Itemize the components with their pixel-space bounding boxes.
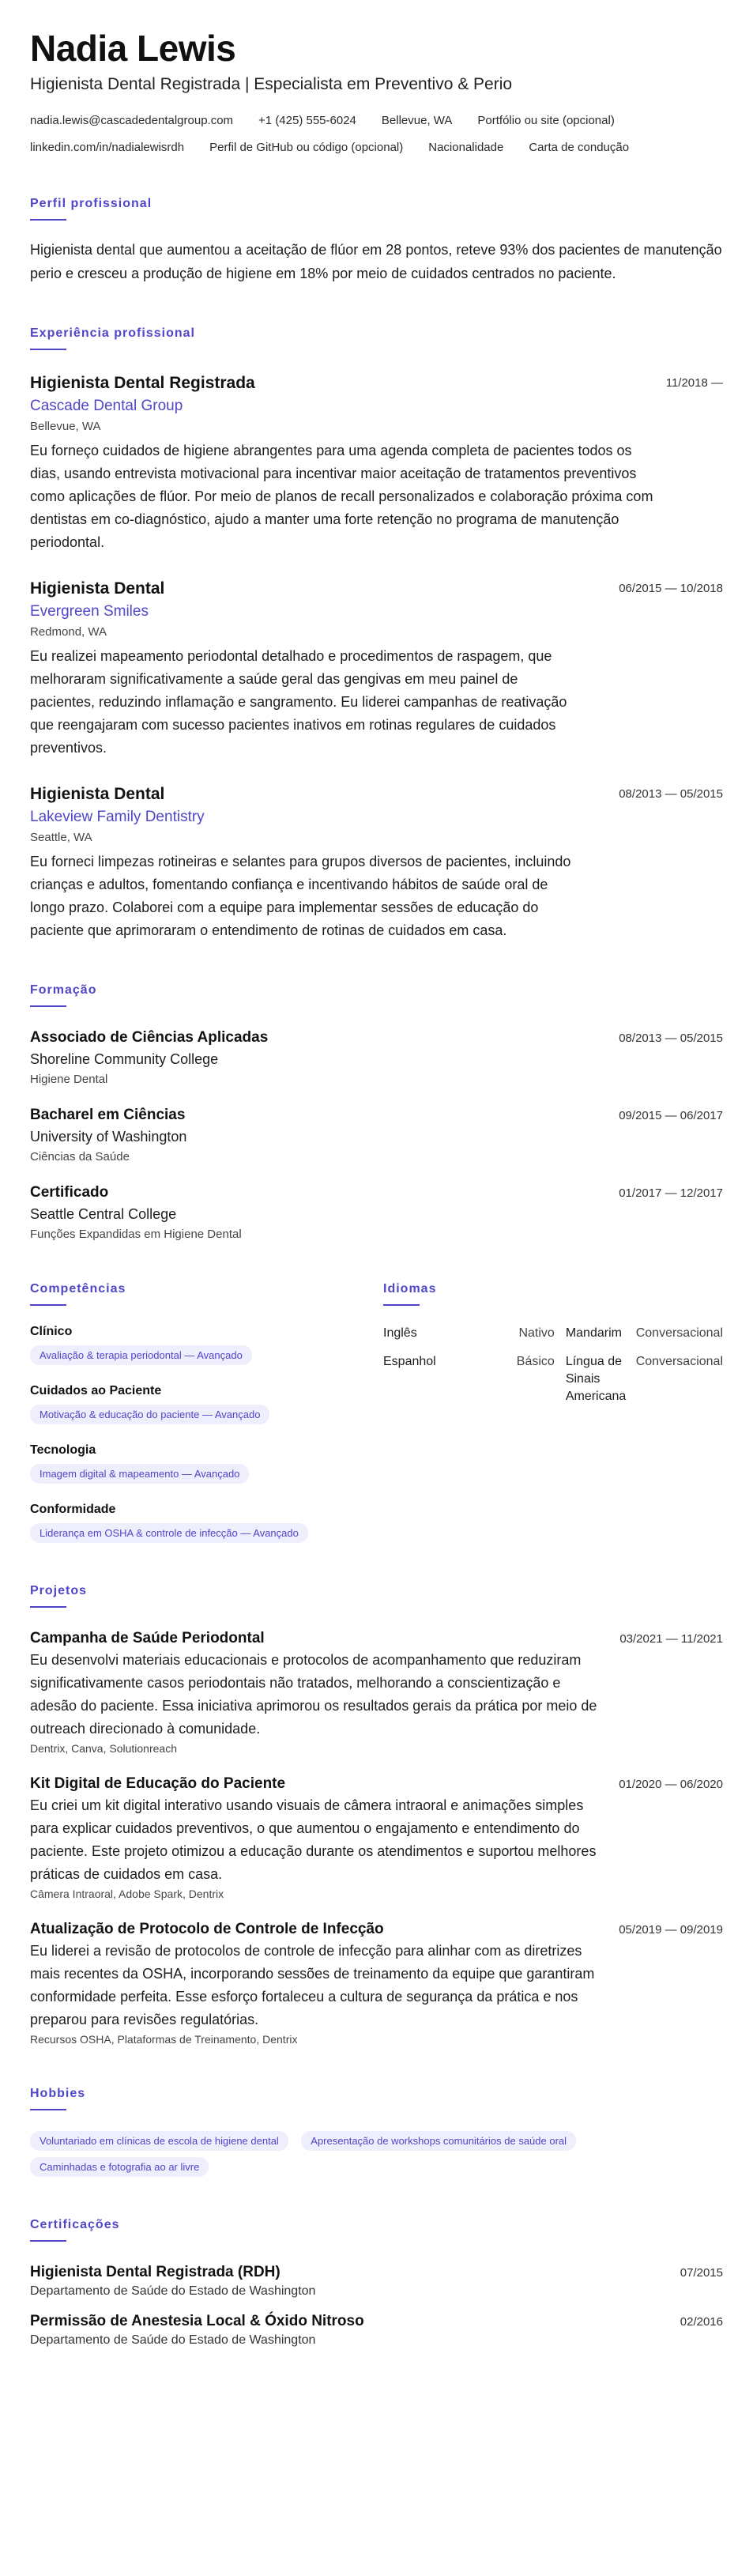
skill-chip: Avaliação & terapia periodontal — Avançado — [30, 1345, 252, 1365]
skill-chip: Motivação & educação do paciente — Avançado — [30, 1405, 269, 1424]
edu-dates: 09/2015 — 06/2017 — [619, 1108, 723, 1122]
resume-header — [30, 28, 723, 156]
edu-field: Funções Expandidas em Higiene Dental — [30, 1227, 242, 1241]
section-divider — [30, 1304, 66, 1306]
cert-date: 02/2016 — [680, 2314, 723, 2329]
project-tech: Dentrix, Canva, Solutionreach — [30, 1741, 177, 1755]
certification-item — [30, 2313, 723, 2348]
job-title: Higienista Dental — [30, 784, 165, 803]
hobby-chip: Apresentação de workshops comunitários de saúde oral — [301, 2131, 576, 2151]
certifications-section — [30, 2218, 723, 2348]
project-description: Eu criei um kit digital interativo usando visuais de câmera intraoral e animações simples para explicar cuidados preventivos, o que aumentou o engajamento e entendimento do paciente. Este projeto otimizou a educação durante os atendimentos e suportou melhores práticas de cuidados em casa. — [30, 1797, 597, 1882]
section-title: Certificações — [30, 2217, 120, 2231]
cert-date: 07/2015 — [680, 2265, 723, 2280]
section-title: Idiomas — [383, 1281, 437, 1296]
section-divider — [30, 2109, 66, 2110]
skill-category: Cuidados ao Paciente — [30, 1383, 162, 1397]
job-location: Redmond, WA — [30, 624, 107, 639]
language-level: Básico — [516, 1354, 555, 1368]
edu-dates: 08/2013 — 05/2015 — [619, 1031, 723, 1045]
language-level: Conversacional — [635, 1354, 723, 1368]
project-dates: 03/2021 — 11/2021 — [619, 1631, 723, 1646]
skill-category: Conformidade — [30, 1502, 116, 1516]
section-divider — [30, 349, 66, 350]
skill-category: Tecnologia — [30, 1443, 96, 1457]
languages-table — [383, 1325, 723, 1416]
skills-section — [30, 1282, 383, 1543]
language-name: Espanhol — [383, 1354, 436, 1368]
edu-degree: Certificado — [30, 1183, 109, 1201]
language-row — [383, 1353, 723, 1416]
project-dates: 05/2019 — 09/2019 — [619, 1922, 723, 1937]
contact-list — [30, 113, 723, 156]
skill-chip: Imagem digital & mapeamento — Avançado — [30, 1464, 249, 1484]
contact-github[interactable]: Perfil de GitHub ou código (opcional) — [209, 140, 404, 154]
language-name: Língua de Sinais Americana — [565, 1354, 627, 1403]
hobbies-section — [30, 2087, 723, 2177]
project-name: Kit Digital de Educação do Paciente — [30, 1775, 286, 1792]
job-dates: 08/2013 — 05/2015 — [619, 786, 723, 801]
experience-item — [30, 785, 723, 942]
project-name: Campanha de Saúde Periodontal — [30, 1629, 265, 1646]
edu-school: University of Washington — [30, 1128, 187, 1145]
job-title: Higienista Dental — [30, 579, 165, 598]
project-description: Eu desenvolvi materiais educacionais e protocolos de acompanhamento que reduziram significativamente casos periodontais não tratados, melhorando a conscientização e adesão do paciente. Essa iniciativa aprimorou os resultados gerais da prática por meio de outreach direcionado à comunidade. — [30, 1651, 597, 1737]
language-name: Mandarim — [565, 1326, 622, 1340]
edu-degree: Associado de Ciências Aplicadas — [30, 1028, 269, 1046]
contact-linkedin[interactable]: linkedin.com/in/nadialewisrdh — [30, 140, 185, 154]
contact-nationality: Nacionalidade — [428, 140, 504, 154]
candidate-name: Nadia Lewis — [30, 28, 236, 69]
edu-school: Shoreline Community College — [30, 1050, 219, 1067]
project-item — [30, 1630, 723, 1755]
job-company[interactable]: Evergreen Smiles — [30, 602, 149, 620]
job-title: Higienista Dental Registrada — [30, 373, 255, 392]
section-title: Formação — [30, 983, 97, 997]
project-item — [30, 1921, 723, 2046]
section-title: Hobbies — [30, 2086, 86, 2100]
language-level: Nativo — [518, 1326, 555, 1340]
cert-name: Higienista Dental Registrada (RDH) — [30, 2263, 280, 2280]
job-description: Eu forneço cuidados de higiene abrangentes para uma agenda completa de pacientes todos os dias, usando entrevista motivacional para incentivar maior aceitação de tratamentos preventivos como aplicações de flúor. Por meio de planos de recall personalizados e colaboração próxima com dentistas em co-diagnóstico, ajudo a manter uma forte retenção no programa de manutenção periodontal. — [30, 442, 653, 550]
experience-item — [30, 374, 723, 554]
contact-phone[interactable]: +1 (425) 555-6024 — [258, 113, 356, 127]
section-divider — [30, 2240, 66, 2242]
section-title: Competências — [30, 1281, 126, 1296]
education-item — [30, 1184, 723, 1241]
contact-email[interactable]: nadia.lewis@cascadedentalgroup.com — [30, 113, 234, 127]
section-divider — [383, 1304, 420, 1306]
candidate-headline: Higienista Dental Registrada | Especialista em Preventivo & Perio — [30, 74, 513, 93]
language-row — [383, 1325, 723, 1353]
project-tech: Câmera Intraoral, Adobe Spark, Dentrix — [30, 1887, 224, 1900]
section-title: Perfil profissional — [30, 196, 152, 210]
language-level: Conversacional — [635, 1326, 723, 1340]
skill-chip: Liderança em OSHA & controle de infecção — Avançado — [30, 1523, 308, 1543]
edu-field: Higiene Dental — [30, 1072, 108, 1086]
section-divider — [30, 1005, 66, 1007]
job-location: Seattle, WA — [30, 830, 92, 844]
job-location: Bellevue, WA — [30, 419, 101, 433]
project-dates: 01/2020 — 06/2020 — [619, 1777, 723, 1791]
job-description: Eu realizei mapeamento periodontal detalhado e procedimentos de raspagem, que melhoraram significativamente a saúde geral das gengivas em meu painel de pacientes, reduzindo inflamação e sangramento. Eu liderei campanhas de reativação que reengajaram com sucesso pacientes inativos em rotinas regulares de cuidados preventivos. — [30, 647, 567, 756]
project-description: Eu liderei a revisão de protocolos de controle de infecção para alinhar com as diretrizes mais recentes da OSHA, incorporando sessões de treinamento da equipe que garantiram conformidade perfeita. Esse esforço fortaleceu a cultura de segurança da prática e nos preparou para revisões regulatórias. — [30, 1942, 595, 2027]
project-item — [30, 1775, 723, 1900]
edu-dates: 01/2017 — 12/2017 — [619, 1186, 723, 1200]
section-divider — [30, 219, 66, 221]
cert-name: Permissão de Anestesia Local & Óxido Nitroso — [30, 2312, 364, 2329]
edu-school: Seattle Central College — [30, 1205, 177, 1222]
project-tech: Recursos OSHA, Plataformas de Treinamento, Dentrix — [30, 2032, 298, 2046]
section-title: Projetos — [30, 1583, 88, 1597]
experience-item — [30, 579, 723, 760]
contact-portfolio[interactable]: Portfólio ou site (opcional) — [477, 113, 615, 127]
cert-issuer: Departamento de Saúde do Estado de Washington — [30, 2284, 316, 2298]
edu-degree: Bacharel em Ciências — [30, 1106, 186, 1123]
contact-drivers-license: Carta de condução — [529, 140, 630, 154]
hobby-list — [30, 2125, 723, 2177]
contact-location: Bellevue, WA — [381, 113, 453, 127]
hobby-chip: Caminhadas e fotografia ao ar livre — [30, 2157, 209, 2177]
education-item — [30, 1029, 723, 1086]
job-dates: 11/2018 — — [665, 375, 723, 390]
profile-section — [30, 197, 723, 285]
section-divider — [30, 1606, 66, 1608]
cert-issuer: Departamento de Saúde do Estado de Washington — [30, 2333, 316, 2347]
education-item — [30, 1107, 723, 1164]
project-name: Atualização de Protocolo de Controle de Infecção — [30, 1920, 384, 1937]
experience-section — [30, 326, 723, 942]
job-company[interactable]: Lakeview Family Dentistry — [30, 808, 205, 825]
skill-category: Clínico — [30, 1324, 73, 1338]
job-company[interactable]: Cascade Dental Group — [30, 397, 183, 414]
languages-section — [383, 1282, 723, 1543]
profile-summary: Higienista dental que aumentou a aceitação de flúor em 28 pontos, reteve 93% dos pacientes de manutenção perio e cresceu a produção de higiene em 18% por meio de cuidados centrados no paciente. — [30, 241, 722, 281]
language-name: Inglês — [383, 1326, 417, 1340]
education-section — [30, 983, 723, 1241]
edu-field: Ciências da Saúde — [30, 1149, 130, 1164]
job-dates: 06/2015 — 10/2018 — [619, 581, 723, 595]
skills-languages-row — [30, 1282, 723, 1543]
section-title: Experiência profissional — [30, 326, 195, 340]
projects-section — [30, 1584, 723, 2046]
job-description: Eu forneci limpezas rotineiras e selantes para grupos diversos de pacientes, incluindo crianças e adultos, fomentando confiança e incentivando hábitos de saúde oral de longo prazo. Colaborei com a equipe para implementar sessões de educação do paciente que aprimoraram o entendimento de rotinas de cuidados em casa. — [30, 853, 571, 938]
hobby-chip: Voluntariado em clínicas de escola de higiene dental — [30, 2131, 288, 2151]
certification-item — [30, 2264, 723, 2299]
